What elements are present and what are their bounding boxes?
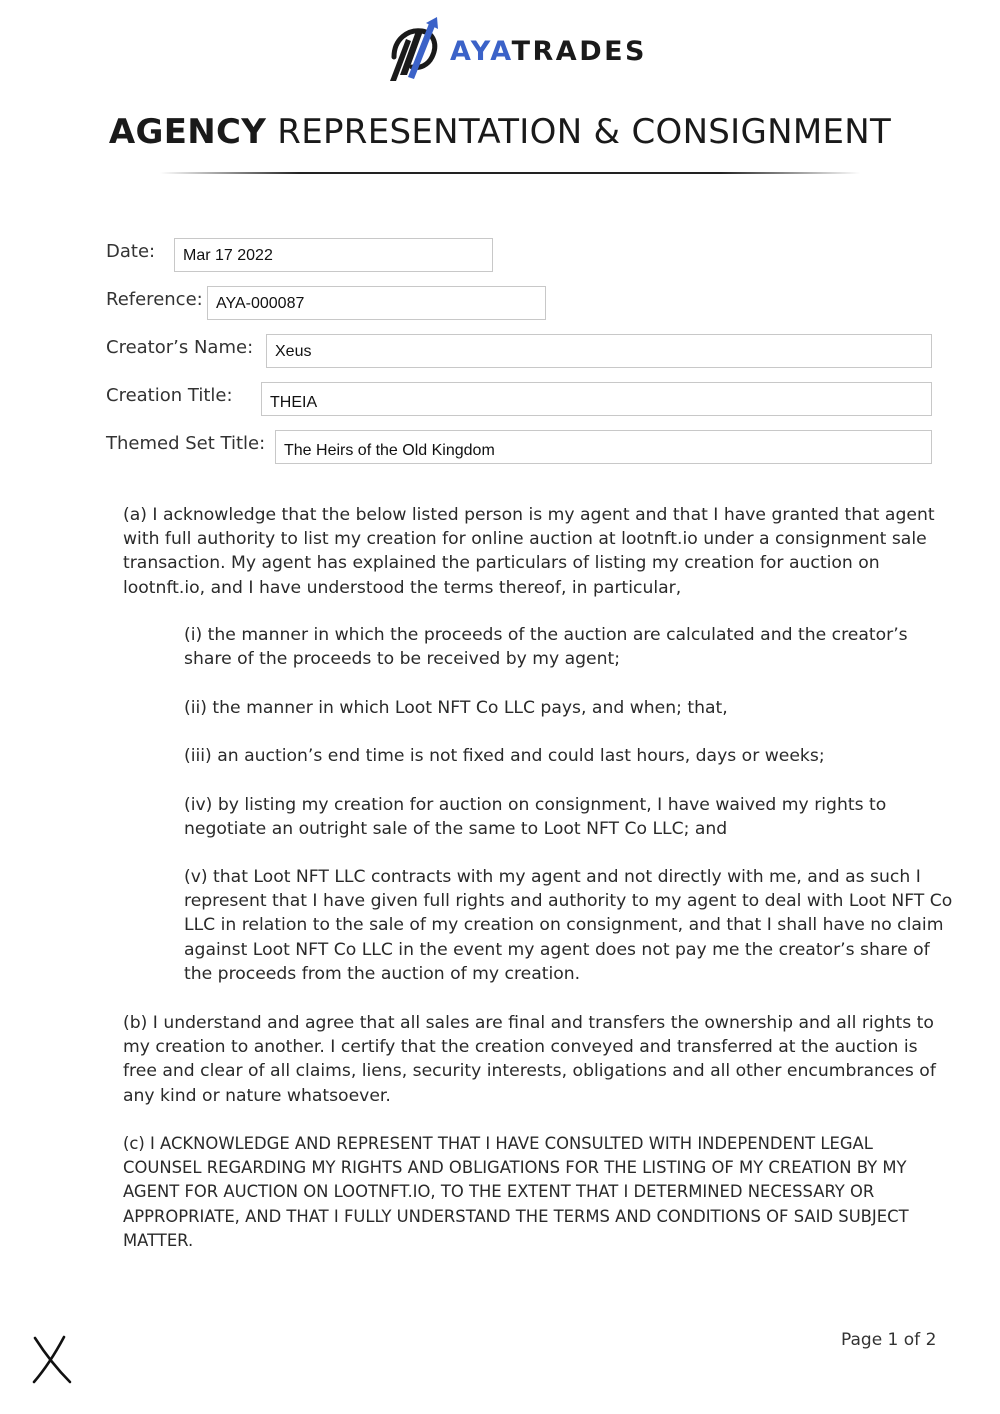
creation-title-label: Creation Title: bbox=[106, 385, 233, 406]
page-number: Page 1 of 2 bbox=[841, 1330, 937, 1350]
brand-name-blue: AYA bbox=[450, 35, 512, 67]
brand-logo bbox=[386, 16, 647, 86]
creation-title-field[interactable]: THEIA bbox=[261, 382, 932, 416]
date-label: Date: bbox=[106, 241, 156, 262]
date-field[interactable]: Mar 17 2022 bbox=[174, 238, 493, 272]
clause-b: (b) I understand and agree that all sales are final and transfers the ownership and all rights to my creation to another. I certify that the creation conveyed and transferred at the auction is free and clear of all claims, liens, security interests, obligations and all other encumbrances of any kind or nature whatsoever. bbox=[123, 1013, 936, 1106]
title-bold-part: AGENCY bbox=[108, 112, 267, 152]
creator-name-label: Creator’s Name: bbox=[106, 337, 254, 358]
clause-a-i: (i) the manner in which the proceeds of the auction are calculated and the creator’s share of the proceeds to be received by my agent; bbox=[184, 625, 908, 670]
ayatrades-logo-icon bbox=[386, 17, 442, 85]
signature-x-mark bbox=[30, 1334, 74, 1391]
clause-a: (a) I acknowledge that the below listed person is my agent and that I have granted that agent with full authority to list my creation for online auction at lootnft.io under a consignment sale transaction. My agent has explained the particulars of listing my creation for auction on lootnft.io, and I have understood the terms thereof, in particular, bbox=[123, 505, 935, 598]
title-regular-part: REPRESENTATION & CONSIGNMENT bbox=[277, 112, 892, 152]
clause-a-ii: (ii) the manner in which Loot NFT Co LLC pays, and when; that, bbox=[184, 698, 728, 718]
clause-a-iii: (iii) an auction’s end time is not fixed and could last hours, days or weeks; bbox=[184, 746, 825, 766]
title-divider bbox=[160, 172, 860, 174]
brand-name bbox=[450, 36, 647, 67]
reference-label: Reference: bbox=[106, 289, 203, 310]
clause-a-iv: (iv) by listing my creation for auction on consignment, I have waived my rights to negotiate an outright sale of the same to Loot NFT Co LLC; and bbox=[184, 795, 887, 840]
brand-name-dark: TRADES bbox=[511, 35, 647, 67]
clause-c: (c) I ACKNOWLEDGE AND REPRESENT THAT I HAVE CONSULTED WITH INDEPENDENT LEGAL COUNSEL REGARDING MY RIGHTS AND OBLIGATIONS FOR THE LISTING OF MY CREATION BY MY AGENT FOR AUCTION ON LOOTNFT.IO, TO THE EXTENT THAT I DETERMINED NECESSARY OR APPROPRIATE, AND THAT I FULLY UNDERSTAND THE TERMS AND CONDITIONS OF SAID SUBJECT MATTER. bbox=[123, 1134, 909, 1250]
document-title bbox=[0, 112, 1000, 152]
clause-a-v: (v) that Loot NFT LLC contracts with my agent and not directly with me, and as such I represent that I have given full rights and authority to my agent to deal with Loot NFT Co LLC in relation to the sale of my creation on consignment, and that I shall have no claim against Loot NFT Co LLC in the event my agent does not pay me the creator’s share of the proceeds from the auction of my creation. bbox=[184, 867, 953, 984]
themed-set-title-label: Themed Set Title: bbox=[106, 433, 266, 454]
creator-name-field[interactable]: Xeus bbox=[266, 334, 932, 368]
themed-set-title-field[interactable]: The Heirs of the Old Kingdom bbox=[275, 430, 932, 464]
reference-field[interactable]: AYA-000087 bbox=[207, 286, 546, 320]
